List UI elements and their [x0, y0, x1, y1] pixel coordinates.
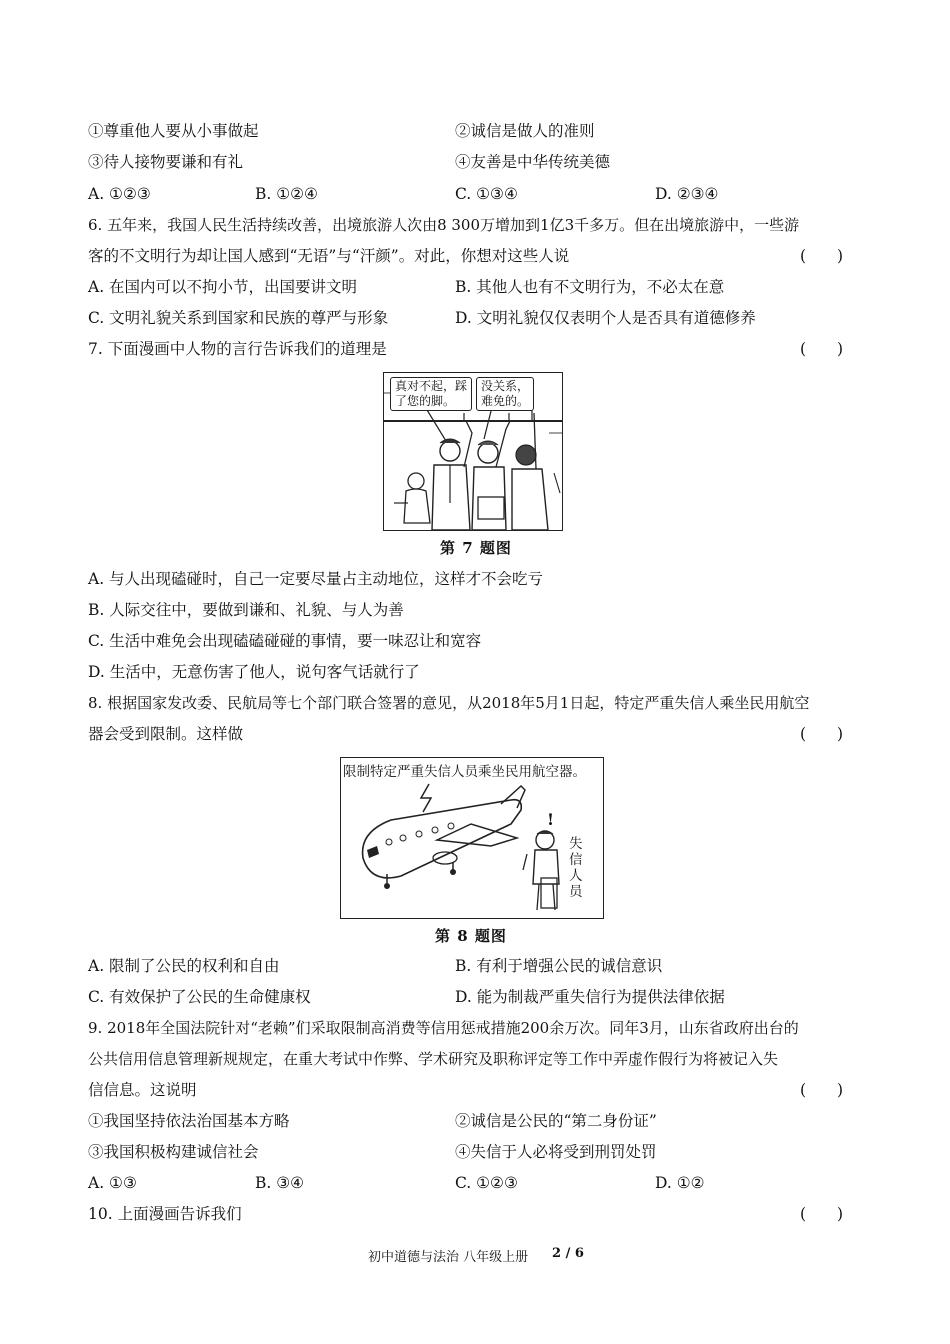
q7-speech-bubble-apology	[390, 377, 472, 411]
q5-choice-c: C. ①③④	[455, 185, 518, 203]
q6-choice-a: A. 在国内可以不拘小节，出国要讲文明	[88, 278, 358, 296]
q7-choice-d: D. 生活中，无意伤害了他人，说句客气话就行了	[88, 663, 420, 681]
q7-speech-bubble-reply	[476, 377, 534, 411]
q7-bubble1-line2: 了您的脚。	[395, 394, 456, 408]
q8-choice-c: C. 有效保护了公民的生命健康权	[88, 988, 311, 1006]
q5-choice-d: D. ②③④	[655, 185, 719, 203]
q8-choice-d: D. 能为制裁严重失信行为提供法律依据	[455, 988, 725, 1006]
q6-stem-line1: 6. 五年来，我国人民生活持续改善，出境旅游人次由8 300万增加到1亿3千多万。但在出境旅游中，一些游	[88, 216, 800, 234]
q9-option-4: ④失信于人必将受到刑罚处罚	[455, 1143, 657, 1161]
q5-option-1: ①尊重他人要从小事做起	[88, 122, 259, 140]
q5-option-3: ③待人接物要谦和有礼	[88, 153, 244, 171]
q9-choice-d: D. ①②	[655, 1174, 705, 1192]
footer-title: 初中道德与法治 八年级上册	[368, 1250, 529, 1265]
page-number: 2 / 6	[552, 1246, 584, 1261]
q7-answer-paren: ( )	[800, 340, 844, 358]
q7-bubble2-line2: 难免的。	[481, 394, 530, 408]
q9-option-3: ③我国积极构建诚信社会	[88, 1143, 259, 1161]
q6-choice-d: D. 文明礼貌仅仅表明个人是否具有道德修养	[455, 309, 756, 327]
q9-stem-line1: 9. 2018年全国法院针对“老赖”们采取限制高消费等信用惩戒措施200余万次。同年3月，山东省政府出台的	[88, 1019, 799, 1037]
q7-choice-b: B. 人际交往中，要做到谦和、礼貌、与人为善	[88, 601, 404, 619]
q5-choice-b: B. ①②④	[255, 185, 318, 203]
q9-option-1: ①我国坚持依法治国基本方略	[88, 1112, 290, 1130]
q10-stem: 10. 上面漫画告诉我们	[88, 1205, 242, 1223]
q8-choice-b: B. 有利于增强公民的诚信意识	[455, 957, 663, 975]
q8-comic-banner: 限制特定严重失信人员乘坐民用航空器。	[343, 764, 586, 780]
q8-comic-drawing	[341, 758, 603, 918]
q5-choice-a: A. ①②③	[88, 185, 151, 203]
q6-choice-c: C. 文明礼貌关系到国家和民族的尊严与形象	[88, 309, 389, 327]
q7-comic	[383, 372, 563, 531]
q7-bubble1-line1: 真对不起，踩	[395, 379, 468, 393]
q8-comic	[340, 757, 604, 919]
q9-option-2: ②诚信是公民的“第二身份证”	[455, 1112, 657, 1130]
q7-choice-a: A. 与人出现磕碰时，自己一定要尽量占主动地位，这样才不会吃亏	[88, 570, 544, 588]
q8-exclaim-mark: !	[547, 810, 555, 829]
q8-stem-line1: 8. 根据国家发改委、民航局等七个部门联合签署的意见，从2018年5月1日起，特定严重失信人乘坐民用航空	[88, 694, 810, 712]
q7-stem: 7. 下面漫画中人物的言行告诉我们的道理是	[88, 340, 387, 358]
q9-answer-paren: ( )	[800, 1081, 844, 1099]
q8-figure-caption: 第 8 题图	[435, 927, 507, 945]
q9-choice-c: C. ①②③	[455, 1174, 518, 1192]
q9-choice-a: A. ①③	[88, 1174, 137, 1192]
q8-answer-paren: ( )	[800, 725, 844, 743]
q9-stem-line3: 信信息。这说明	[88, 1081, 197, 1099]
q8-figure-label: 失信人员	[569, 836, 583, 900]
q5-option-4: ④友善是中华传统美德	[455, 153, 611, 171]
q6-choice-b: B. 其他人也有不文明行为，不必太在意	[455, 278, 725, 296]
q8-stem-line2: 器会受到限制。这样做	[88, 725, 244, 743]
q10-answer-paren: ( )	[800, 1205, 844, 1223]
q9-choice-b: B. ③④	[255, 1174, 305, 1192]
q9-stem-line2: 公共信用信息管理新规规定，在重大考试中作弊、学术研究及职称评定等工作中弄虚作假行为将被记入失	[88, 1050, 779, 1068]
q7-bubble2-line1: 没关系，	[481, 379, 530, 393]
q5-option-2: ②诚信是做人的准则	[455, 122, 595, 140]
q8-choice-a: A. 限制了公民的权利和自由	[88, 957, 280, 975]
q7-choice-c: C. 生活中难免会出现磕磕碰碰的事情，要一味忍让和宽容	[88, 632, 482, 650]
q7-figure-caption: 第 7 题图	[440, 539, 512, 557]
q6-stem-line2: 客的不文明行为却让国人感到“无语”与“汗颜”。对此，你想对这些人说	[88, 247, 570, 265]
q6-answer-paren: ( )	[800, 247, 844, 265]
